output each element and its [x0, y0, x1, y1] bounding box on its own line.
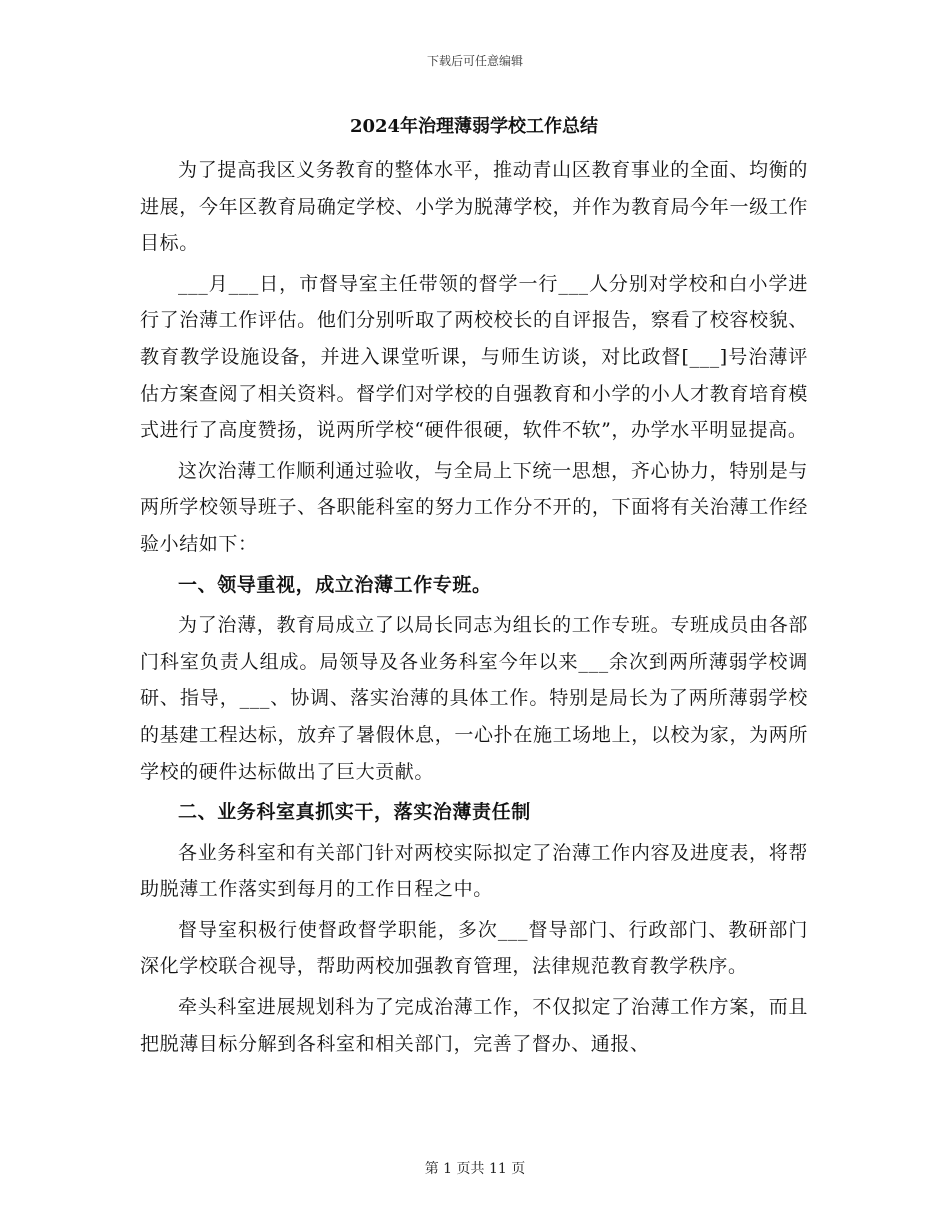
paragraph-evaluation: ___月___日，市督导室主任带领的督学一行___人分别对学校和白小学进行了治薄工作评估。他们分别听取了两校校长的自评报告，察看了校容校貌、教育教学设施设备，并进入课堂听课，与师生访谈，对比政督[___]号治薄评估方案查阅了相关资料。督学们对学校的自强教育和小学的小人才教育培育模式进行了高度赞扬，说两所学校“硬件很硬，软件不软”，办学水平明显提高。 [140, 272, 808, 442]
paragraph-planning: 牵头科室进展规划科为了完成治薄工作，不仅拟定了治薄工作方案，而且把脱薄目标分解到各科室和相关部门，完善了督办、通报、 [140, 996, 808, 1055]
document-title: 2024年治理薄弱学校工作总结 [349, 116, 599, 137]
paragraph-leadership: 为了治薄，教育局成立了以局长同志为组长的工作专班。专班成员由各部门科室负责人组成。局领导及各业务科室今年以来___余次到两所薄弱学校调研、指导，___、协调、落实治薄的具体工作。特别是局长为了两所薄弱学校的基建工程达标，放弃了暑假休息，一心扑在施工场地上，以校为家，为两所学校的硬件达标做出了巨大贡献。 [140, 614, 808, 783]
section-heading-2: 二、业务科室真抓实干，落实治薄责任制 [178, 801, 531, 824]
paragraph-summary: 这次治薄工作顺利通过验收，与全局上下统一思想，齐心协力，特别是与两所学校领导班子、各职能科室的努力工作分不开的，下面将有关治薄工作经验小结如下： [140, 459, 808, 555]
page-footer: 第 1 页共 11 页 [424, 1161, 526, 1177]
section-heading-1: 一、领导重视，成立治薄工作专班。 [178, 573, 492, 596]
paragraph-intro: 为了提高我区义务教育的整体水平，推动青山区教育事业的全面、均衡的进展，今年区教育局确定学校、小学为脱薄学校，并作为教育局今年一级工作目标。 [140, 159, 808, 255]
paragraph-departments: 各业务科室和有关部门针对两校实际拟定了治薄工作内容及进度表，将帮助脱薄工作落实到每月的工作日程之中。 [140, 841, 808, 901]
header-note: 下载后可任意编辑 [426, 54, 523, 68]
paragraph-supervision: 督导室积极行使督政督学职能，多次___督导部门、行政部门、教研部门深化学校联合视导，帮助两校加强教育管理，法律规范教育教学秩序。 [140, 918, 808, 978]
document-body [140, 112, 808, 1062]
